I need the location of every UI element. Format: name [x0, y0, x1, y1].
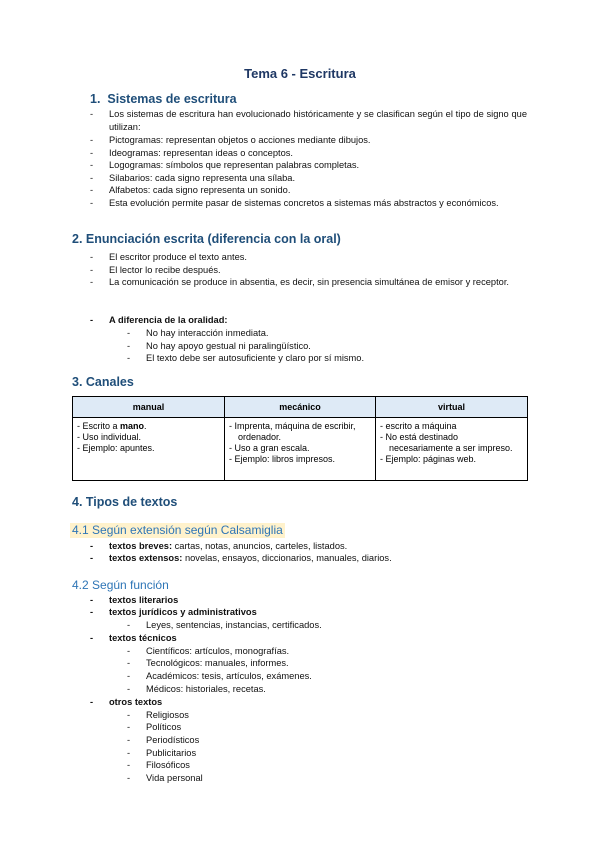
section-1-number: 1.: [90, 92, 101, 106]
table-header-virtual: virtual: [376, 397, 528, 418]
section-2-heading: 2. Enunciación escrita (diferencia con la oral): [72, 232, 341, 246]
document-page: Tema 6 - Escritura 1. Sistemas de escritura - Los sistemas de escritura han evolucionado históricamente y se clasifican según el tipo de signo que utilizan: - Pictogramas: representan objetos o acciones mediante dibujos. - Ideogramas: representan ideas o conceptos. - Logogramas: símbolos que representan palabras completas. - Silabarios: cada signo representa una sílaba. - Alfabetos: cada signo representa un sonido. - Esta evolución permite pasar de sistemas concretos a sistemas más abstractos y económicos. 2. Enunciación escrita (diferencia con la oral) - El escritor produce el texto antes. - El lector lo recibe después. - La comunicación se produce in absentia, es decir, sin presencia simultánea de emisor y receptor. - A diferencia de la oralidad: - No hay interacción inmediata. - No hay apoyo gestual ni paralingüístico. - El texto debe ser autosuficiente y claro por sí mismo. 3. Canales manual mecánico virtual - Escrito a mano. - Uso individual. - Ejemplo: apuntes. - Imprenta, máquina de escribir, ordenador. - Uso a gran escala. - Ejemplo: libros impresos. - escrito a máquina - No está destinado necesariamente a ser impreso. - Ejemplo: páginas web. 4. Tipos de textos 4.1 Según extensión según Calsamiglia - textos breves: cartas, notas, anuncios, carteles, listados. - textos extensos: novelas, ensayos, diccionarios, manuales, diarios. 4.2 Según función - textos literarios - textos jurídicos y administrativos - Leyes, sentencias, instancias, certificados. - textos técnicos - Científicos: artículos, monografías. - Tecnológicos: manuales, informes. - Académicos: tesis, artículos, exámenes. - Médicos: historiales, recetas. - otros textos - Religiosos - Políticos - Periodísticos - Publicitarios - Filosóficos - Vida personal: [0, 0, 600, 848]
section-4-1-heading: 4.1 Según extensión según Calsamiglia: [72, 523, 283, 537]
section-4-heading: 4. Tipos de textos: [72, 495, 178, 509]
section-3-heading: 3. Canales: [72, 375, 134, 389]
canales-table: [72, 396, 528, 481]
table-header-manual: manual: [73, 397, 225, 418]
table-cell-virtual: - escrito a máquina - No está destinado necesariamente a ser impreso. - Ejemplo: páginas web.: [376, 418, 528, 481]
table-cell-mecanico: - Imprenta, máquina de escribir, ordenador. - Uso a gran escala. - Ejemplo: libros impresos.: [225, 418, 376, 481]
table-header-mecanico: mecánico: [225, 397, 376, 418]
section-1-title: Sistemas de escritura: [107, 92, 237, 106]
table-row: [73, 418, 528, 481]
section-1-heading: [90, 92, 237, 106]
page-title: Tema 6 - Escritura: [244, 66, 356, 81]
table-cell-manual: - Escrito a mano. - Uso individual. - Ejemplo: apuntes.: [73, 418, 225, 481]
section-4-2-heading: 4.2 Según función: [72, 578, 169, 592]
